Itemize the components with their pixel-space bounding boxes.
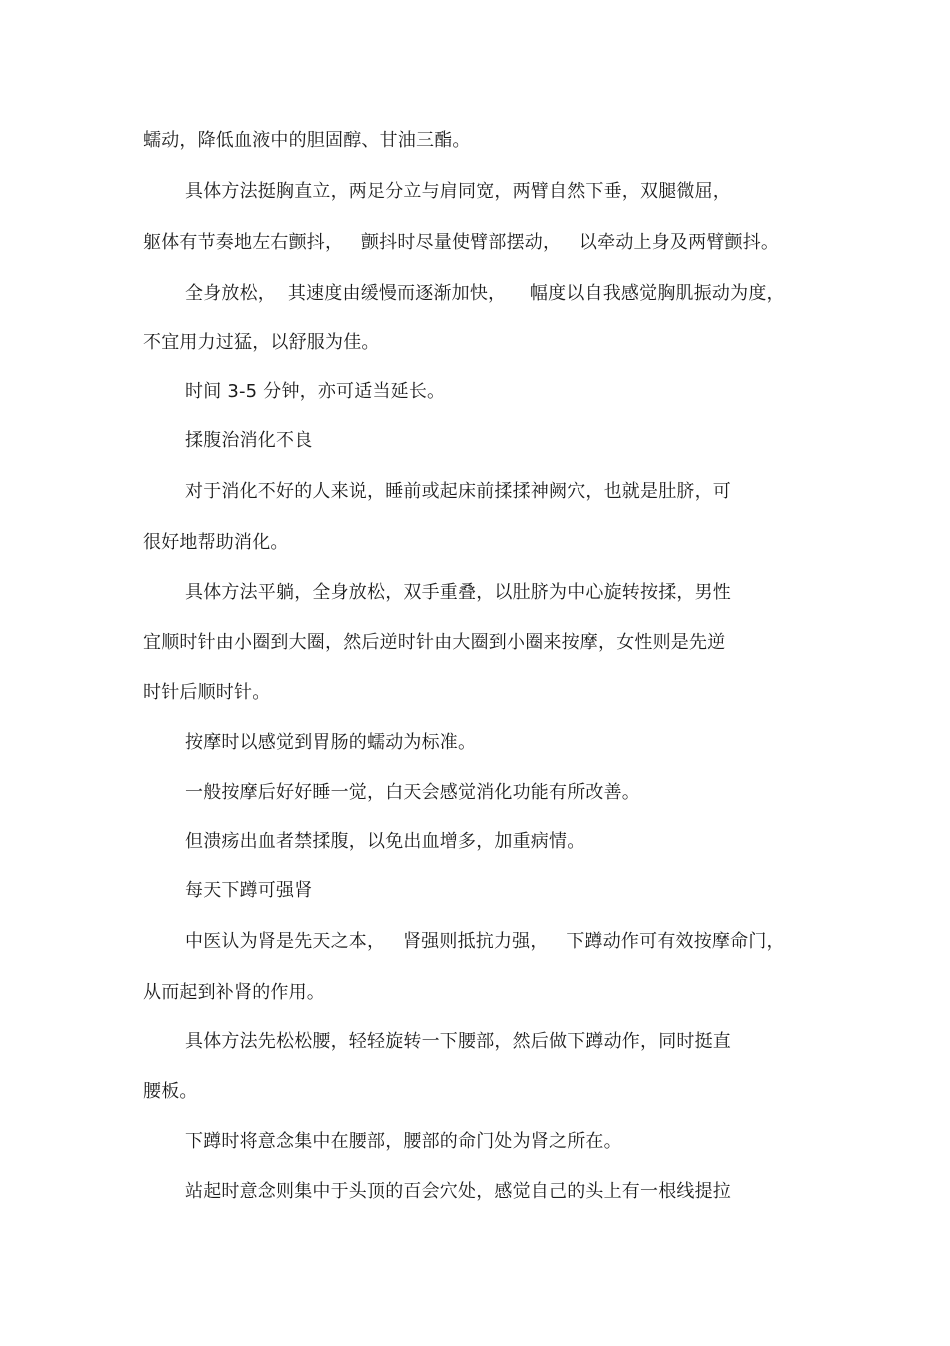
text-line: 躯体有节奏地左右颤抖， 颤抖时尽量使臂部摆动， 以牵动上身及两臂颤抖。 (143, 232, 780, 253)
text-line: 从而起到补肾的作用。 (143, 982, 325, 1003)
text-line: 不宜用力过猛，以舒服为佳。 (143, 332, 380, 353)
text-line: 腰板。 (143, 1081, 198, 1102)
text-line: 站起时意念则集中于头顶的百会穴处，感觉自己的头上有一根线提拉 (185, 1181, 731, 1202)
text-line: 宜顺时针由小圈到大圈，然后逆时针由大圈到小圈来按摩，女性则是先逆 (143, 632, 726, 653)
text-line: 按摩时以感觉到胃肠的蠕动为标准。 (185, 732, 477, 753)
text-line: 具体方法平躺，全身放松，双手重叠，以肚脐为中心旋转按揉，男性 (185, 582, 731, 603)
text-line: 具体方法挺胸直立，两足分立与肩同宽，两臂自然下垂，双腿微屈， (185, 181, 731, 202)
text-line: 对于消化不好的人来说，睡前或起床前揉揉神阙穴，也就是肚脐，可 (185, 481, 731, 502)
text-line: 蠕动，降低血液中的胆固醇、甘油三酯。 (143, 130, 471, 151)
text-line: 中医认为肾是先天之本， 肾强则抵抗力强， 下蹲动作可有效按摩命门， (185, 931, 785, 952)
section-heading: 揉腹治消化不良 (185, 430, 313, 451)
section-heading: 每天下蹲可强肾 (185, 880, 313, 901)
text-line: 下蹲时将意念集中在腰部，腰部的命门处为肾之所在。 (185, 1131, 622, 1152)
text-line: 全身放松， 其速度由缓慢而逐渐加快， 幅度以自我感觉胸肌振动为度， (185, 283, 785, 304)
text-line: 具体方法先松松腰，轻轻旋转一下腰部，然后做下蹲动作，同时挺直 (185, 1031, 731, 1052)
text-line: 一般按摩后好好睡一觉，白天会感觉消化功能有所改善。 (185, 782, 640, 803)
text-line: 时间 3-5 分钟，亦可适当延长。 (185, 381, 446, 402)
text-line: 但溃疡出血者禁揉腹，以免出血增多，加重病情。 (185, 831, 586, 852)
text-line: 很好地帮助消化。 (143, 532, 289, 553)
text-line: 时针后顺时针。 (143, 682, 271, 703)
